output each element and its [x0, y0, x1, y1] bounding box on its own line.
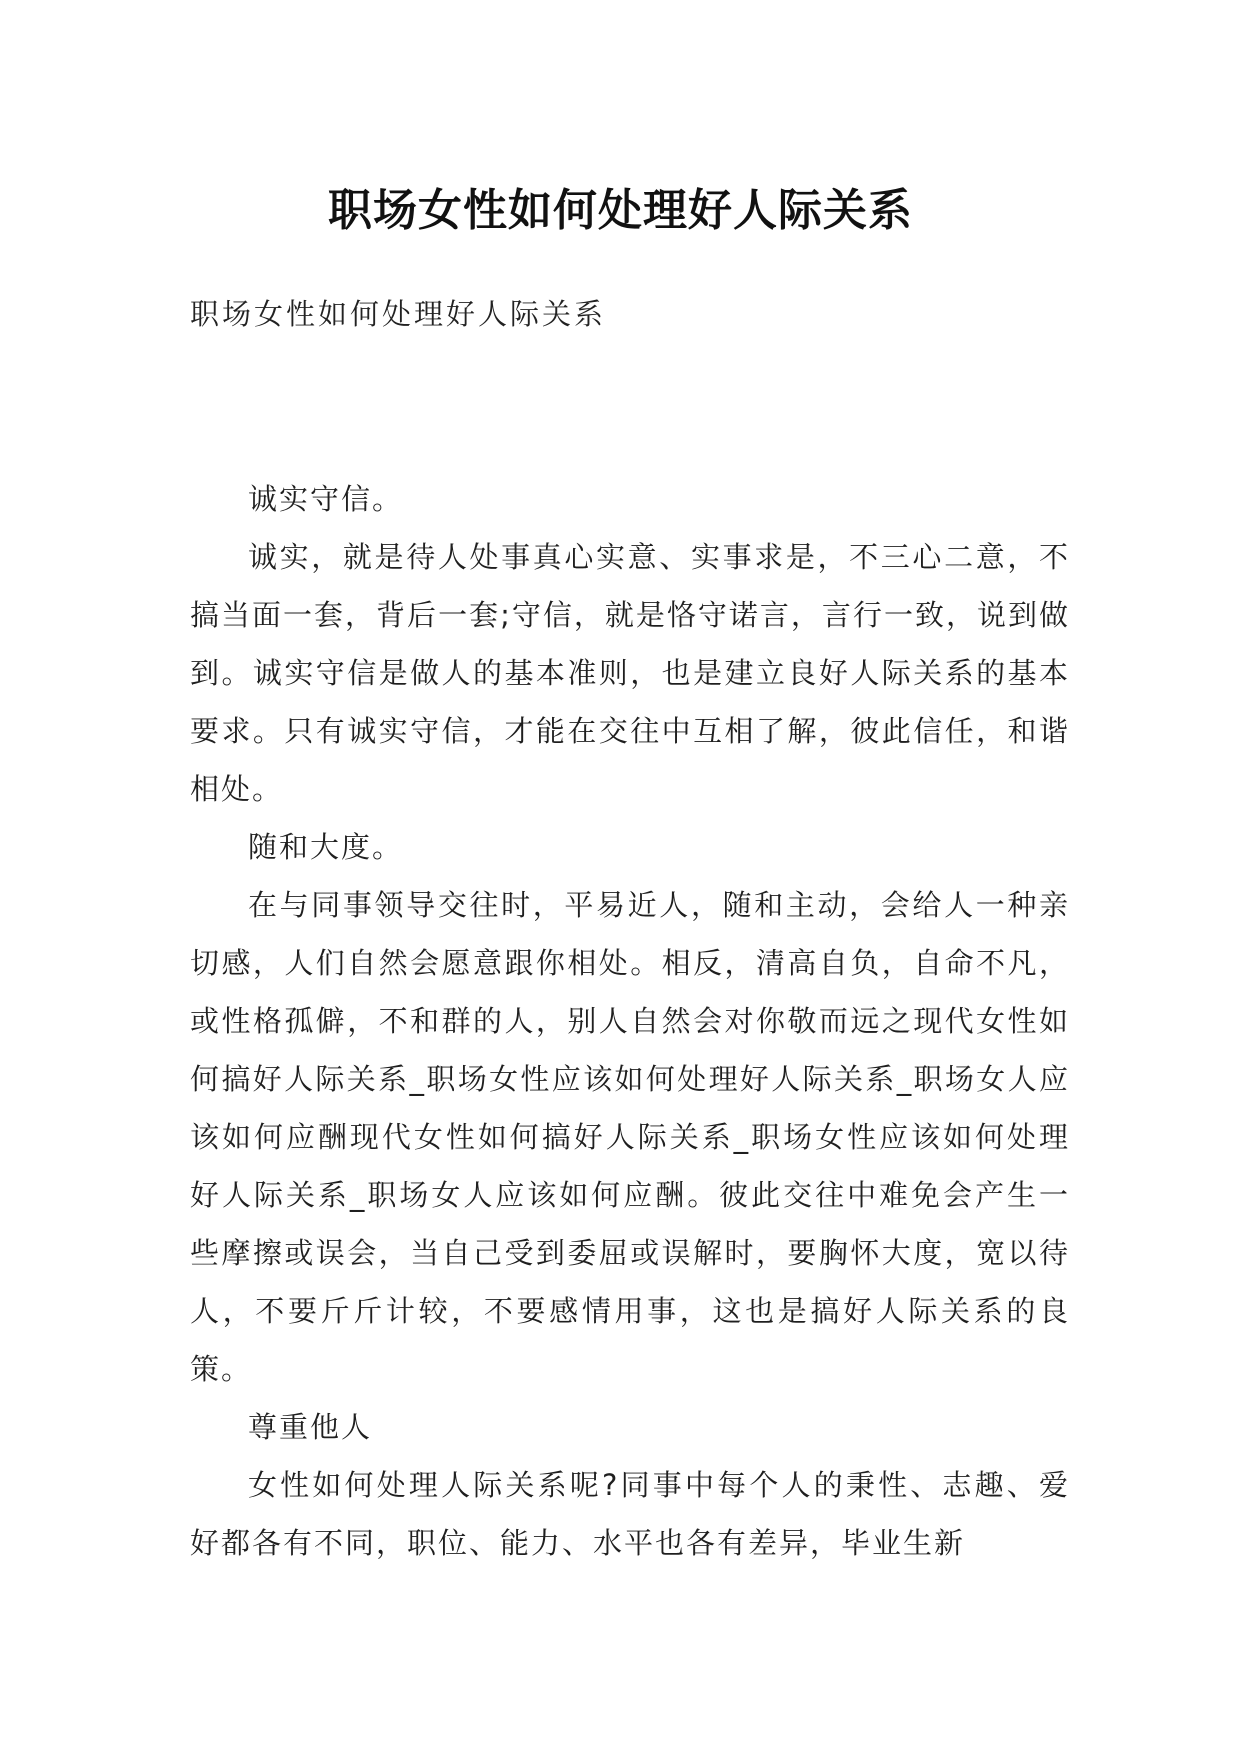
document-body — [190, 470, 1070, 1572]
paragraph: 诚实守信。 — [248, 482, 404, 516]
document-title: 职场女性如何处理好人际关系 — [328, 185, 913, 237]
paragraph: 诚实，就是待人处事真心实意、实事求是，不三心二意，不搞当面一套，背后一套;守信，就是恪守诺言，言行一致，说到做到。诚实守信是做人的基本准则，也是建立良好人际关系的基本要求。只有诚实守信，才能在交往中互相了解，彼此信任，和谐相处。 — [190, 540, 1070, 806]
paragraph: 在与同事领导交往时，平易近人，随和主动，会给人一种亲切感，人们自然会愿意跟你相处。相反，清高自负，自命不凡，或性格孤僻，不和群的人，别人自然会对你敬而远之现代女性如何搞好人际关系_职场女性应该如何处理好人际关系_职场女人应该如何应酬现代女性如何搞好人际关系_职场女性应该如何处理好人际关系_职场女人应该如何应酬。彼此交往中难免会产生一些摩擦或误会，当自己受到委屈或误解时，要胸怀大度，宽以待人，不要斤斤计较，不要感情用事，这也是搞好人际关系的良策。 — [190, 888, 1070, 1386]
document-subtitle: 职场女性如何处理好人际关系 — [190, 297, 607, 331]
paragraph: 随和大度。 — [248, 830, 404, 864]
paragraph: 女性如何处理人际关系呢?同事中每个人的秉性、志趣、爱好都各有不同，职位、能力、水平也各有差异，毕业生新 — [190, 1468, 1070, 1560]
paragraph: 尊重他人 — [248, 1410, 373, 1444]
